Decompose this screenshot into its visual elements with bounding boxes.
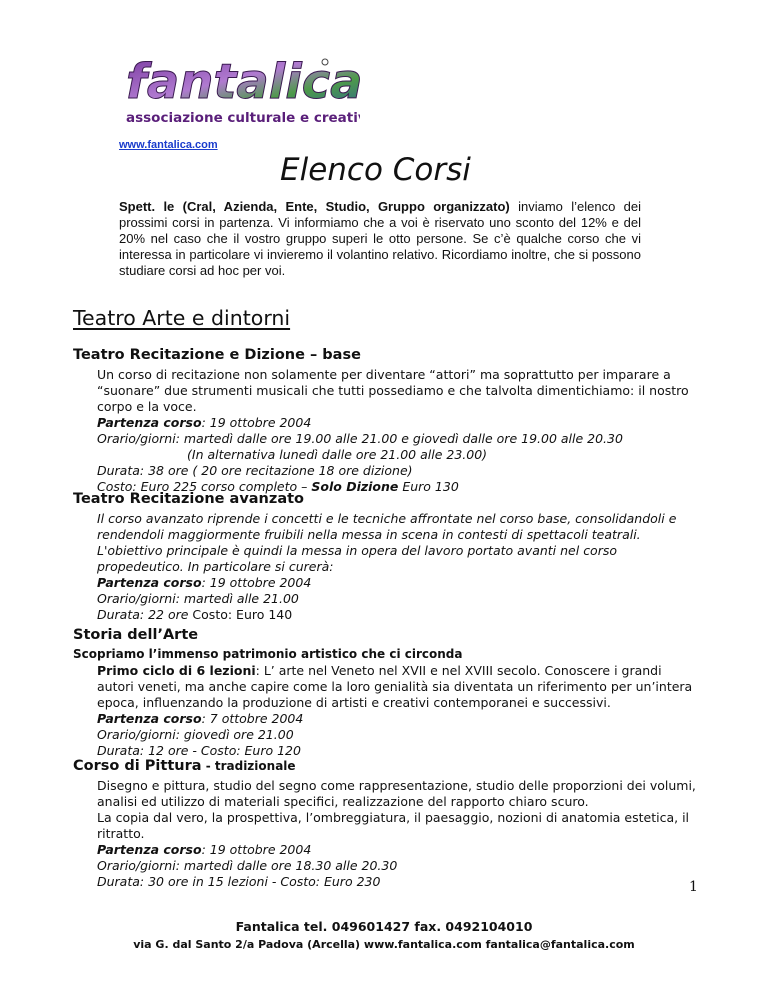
course-duration: Durata: 38 ore ( 20 ore recitazione 18 ore dizione) xyxy=(97,463,413,478)
page-number: 1 xyxy=(689,879,698,895)
logo-graphic xyxy=(120,52,360,132)
course-desc: Disegno e pittura, studio del segno come rappresentazione, studio delle proporzioni dei volumi, analisi ed utilizzo di materiali specifici, realizzazione del rapporto chiaro scuro. xyxy=(97,778,696,809)
page-title: Elenco Corsi xyxy=(280,152,471,188)
fantalica-logo xyxy=(120,52,360,132)
logo-word: fantalica xyxy=(126,54,360,110)
intro-paragraph xyxy=(119,199,641,279)
course-cycle: Primo ciclo di 6 lezioni: L’ arte nel Veneto nel XVII e nel XVIII secolo. Conoscere i grandi autori veneti, ma anche capire come la loro genialità sia diventata un riferimento per un’intera epoca, influenzando la produzione di artisti e creativi contemporanei e successivi. xyxy=(97,663,693,710)
course-desc: Un corso di recitazione non solamente per diventare “attori” ma soprattutto per imparare a “suonare” due strumenti musicali che tutti possediamo e che talvolta dimentichiamo: il nostro corpo e la voce. xyxy=(97,367,689,414)
section-title: Teatro Arte e dintorni xyxy=(73,306,291,330)
course-body-teatro-avanzato xyxy=(97,511,697,623)
footer-address: via G. dal Santo 2/a Padova (Arcella) www.fantalica.com fantalica@fantalica.com xyxy=(133,938,635,951)
logo-tagline: associazione culturale e creativa xyxy=(126,110,360,126)
course-start: Partenza corso: 7 ottobre 2004 xyxy=(97,711,304,726)
course-body-storia-arte xyxy=(97,663,697,759)
course-schedule-alt: (In alternativa lunedì dalle ore 21.00 alle 23.00) xyxy=(187,447,488,462)
intro-text: inviamo l’elenco dei prossimi corsi in partenza. Vi informiamo che a voi è riservato uno sconto del 12% e del 20% nel caso che il vostro gruppo superi le otto persone. Se c’è qualche corso che vi interessa in particolare vi invieremo il volantino relativo. Ricordiamo inoltre, che si possono studiare corsi ad hoc per voi. xyxy=(119,199,641,278)
course-title-storia-arte: Storia dell’Arte xyxy=(73,627,199,643)
course-schedule: Orario/giorni: martedì dalle ore 18.30 alle 20.30 xyxy=(97,858,398,873)
course-schedule: Orario/giorni: martedì dalle ore 19.00 alle 21.00 e giovedì dalle ore 19.00 alle 20.30 xyxy=(97,431,623,446)
footer-contacts: Fantalica tel. 049601427 fax. 0492104010 xyxy=(235,919,533,934)
course-desc: Il corso avanzato riprende i concetti e le tecniche affrontate nel corso base, consolidandoli e rendendoli maggiormente fruibili nella messa in scena in contesti di spettacoli teatrali. L'obiettivo principale è quindi la messa in opera del lavoro portato avanti nel corso propedeutico. In particolare si curerà: xyxy=(97,511,677,574)
intro-bold: Spett. le (Cral, Azienda, Ente, Studio, Gruppo organizzato) xyxy=(119,199,510,214)
course-desc-2: La copia dal vero, la prospettiva, l’ombreggiatura, il paesaggio, nozioni di anatomia estetica, il ritratto. xyxy=(97,810,690,841)
course-body-teatro-base xyxy=(97,367,697,495)
course-start: Partenza corso: 19 ottobre 2004 xyxy=(97,415,312,430)
course-title-teatro-avanzato: Teatro Recitazione avanzato xyxy=(73,491,304,507)
course-start: Partenza corso: 19 ottobre 2004 xyxy=(97,842,312,857)
course-duration: Durata: 30 ore in 15 lezioni - Costo: Euro 230 xyxy=(97,874,381,889)
course-schedule: Orario/giorni: giovedì ore 21.00 xyxy=(97,727,294,742)
course-duration: Durata: 22 ore Costo: Euro 140 xyxy=(97,607,293,622)
course-title-pittura: Corso di Pittura - tradizionale xyxy=(73,758,296,774)
website-link[interactable]: www.fantalica.com xyxy=(119,139,218,151)
course-start: Partenza corso: 19 ottobre 2004 xyxy=(97,575,312,590)
course-duration: Durata: 12 ore - Costo: Euro 120 xyxy=(97,743,301,758)
course-title-teatro-base: Teatro Recitazione e Dizione – base xyxy=(73,347,361,363)
course-schedule: Orario/giorni: martedì alle 21.00 xyxy=(97,591,299,606)
course-subtitle: Scopriamo l’immenso patrimonio artistico che ci circonda xyxy=(73,647,463,661)
course-cost: Costo: Euro 225 corso completo – Solo Dizione Euro 130 xyxy=(97,479,459,494)
course-body-pittura xyxy=(97,778,697,890)
